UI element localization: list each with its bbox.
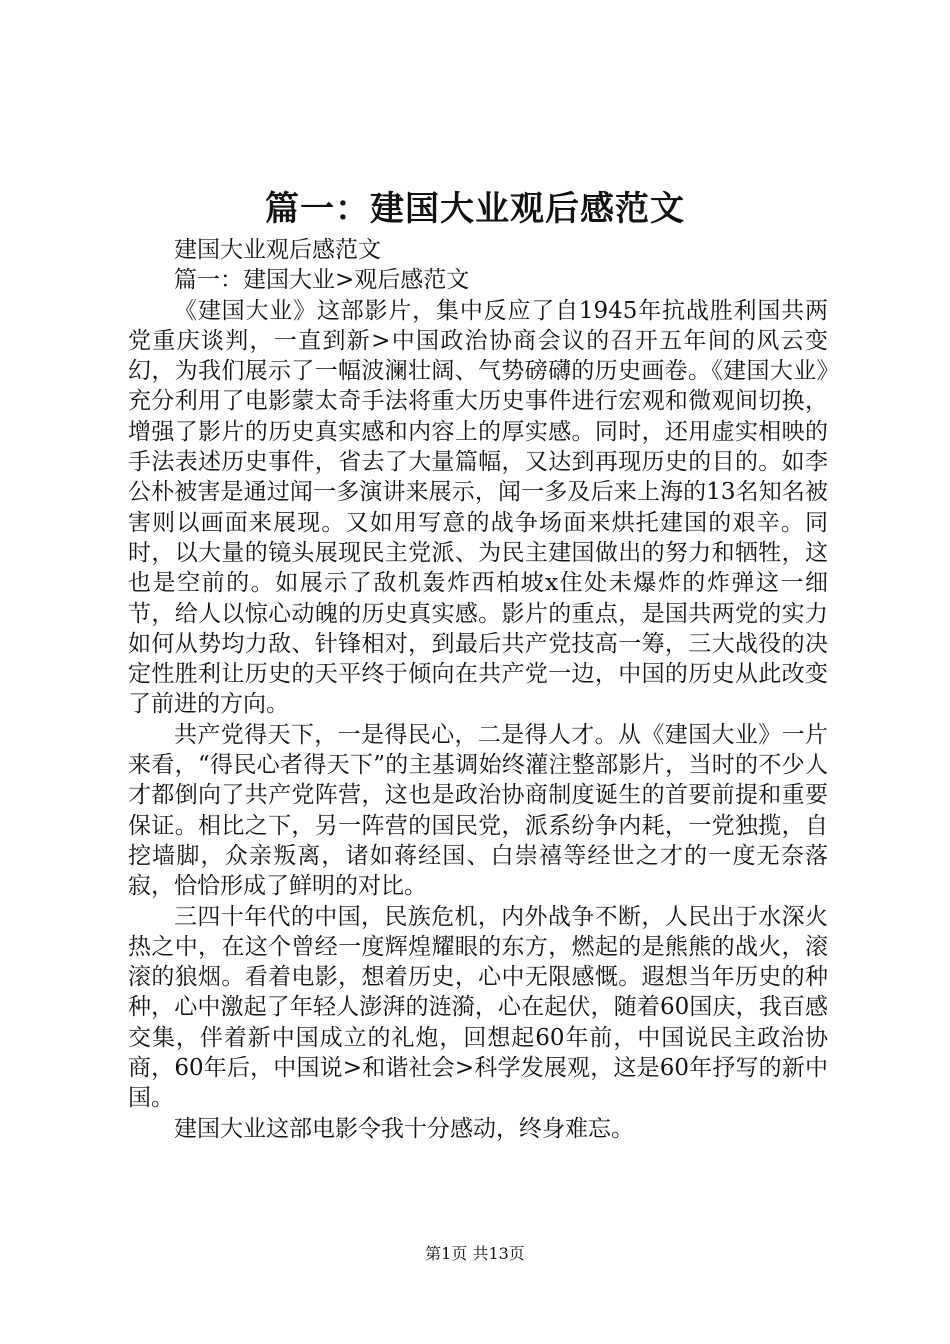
paragraph-body-2: 共产党得天下，一是得民心，二是得人才。从《建国大业》一片来看，“得民心者得天下”的主基调始终灌注整部影片，当时的不少人才都倒向了共产党阵营，这也是政治协商制度诞生的首要前提和重要保证。相比之下，另一阵营的国民党，派系纷争内耗，一党独揽，自挖墙脚，众亲叛离，诸如蒋经国、白崇禧等经世之才的一度无奈落寂，恰恰形成了鲜明的对比。 — [128, 721, 828, 900]
paragraph-section-heading: 篇一：建国大业>观后感范文 — [174, 267, 470, 294]
page-title: 篇一：建国大业观后感范文 — [265, 189, 685, 229]
page-number-footer: 第1页 共13页 — [425, 1244, 525, 1263]
paragraph-body-3: 三四十年代的中国，民族危机，内外战争不断，人民出于水深火热之中，在这个曾经一度辉煌耀眼的东方，燃起的是熊熊的战火，滚滚的狼烟。看着电影，想着历史，心中无限感慨。遐想当年历史的种种，心中激起了年轻人澎湃的涟漪，心在起伏，随着60国庆，我百感交集，伴着新中国成立的礼炮，回想起60年前，中国说民主政治协商，60年后，中国说>和谐社会>科学发展观，这是60年抒写的新中国。 — [128, 903, 828, 1112]
document-body — [128, 235, 828, 1144]
paragraph-body-4: 建国大业这部电影令我十分感动，终身难忘。 — [174, 1115, 634, 1142]
paragraph-body-1: 《建国大业》这部影片，集中反应了自1945年抗战胜利国共两党重庆谈判，一直到新>中国政治协商会议的召开五年间的风云变幻，为我们展示了一幅波澜壮阔、气势磅礴的历史画卷。《建国大业》充分利用了电影蒙太奇手法将重大历史事件进行宏观和微观间切换，增强了影片的历史真实感和内容上的厚实感。同时，还用虚实相映的手法表述历史事件，省去了大量篇幅，又达到再现历史的目的。如李公朴被害是通过闻一多演讲来展示，闻一多及后来上海的13名知名被害则以画面来展现。又如用写意的战争场面来烘托建国的艰辛。同时，以大量的镜头展现民主党派、为民主建国做出的努力和牺牲，这也是空前的。如展示了敌机轰炸西柏坡x住处未爆炸的炸弹这一细节，给人以惊心动魄的历史真实感。影片的重点，是国共两党的实力如何从势均力敌、针锋相对，到最后共产党技高一筹，三大战役的决定性胜利让历史的天平终于倾向在共产党一边，中国的历史从此改变了前进的方向。 — [128, 297, 828, 718]
paragraph-subtitle: 建国大业观后感范文 — [174, 237, 381, 263]
